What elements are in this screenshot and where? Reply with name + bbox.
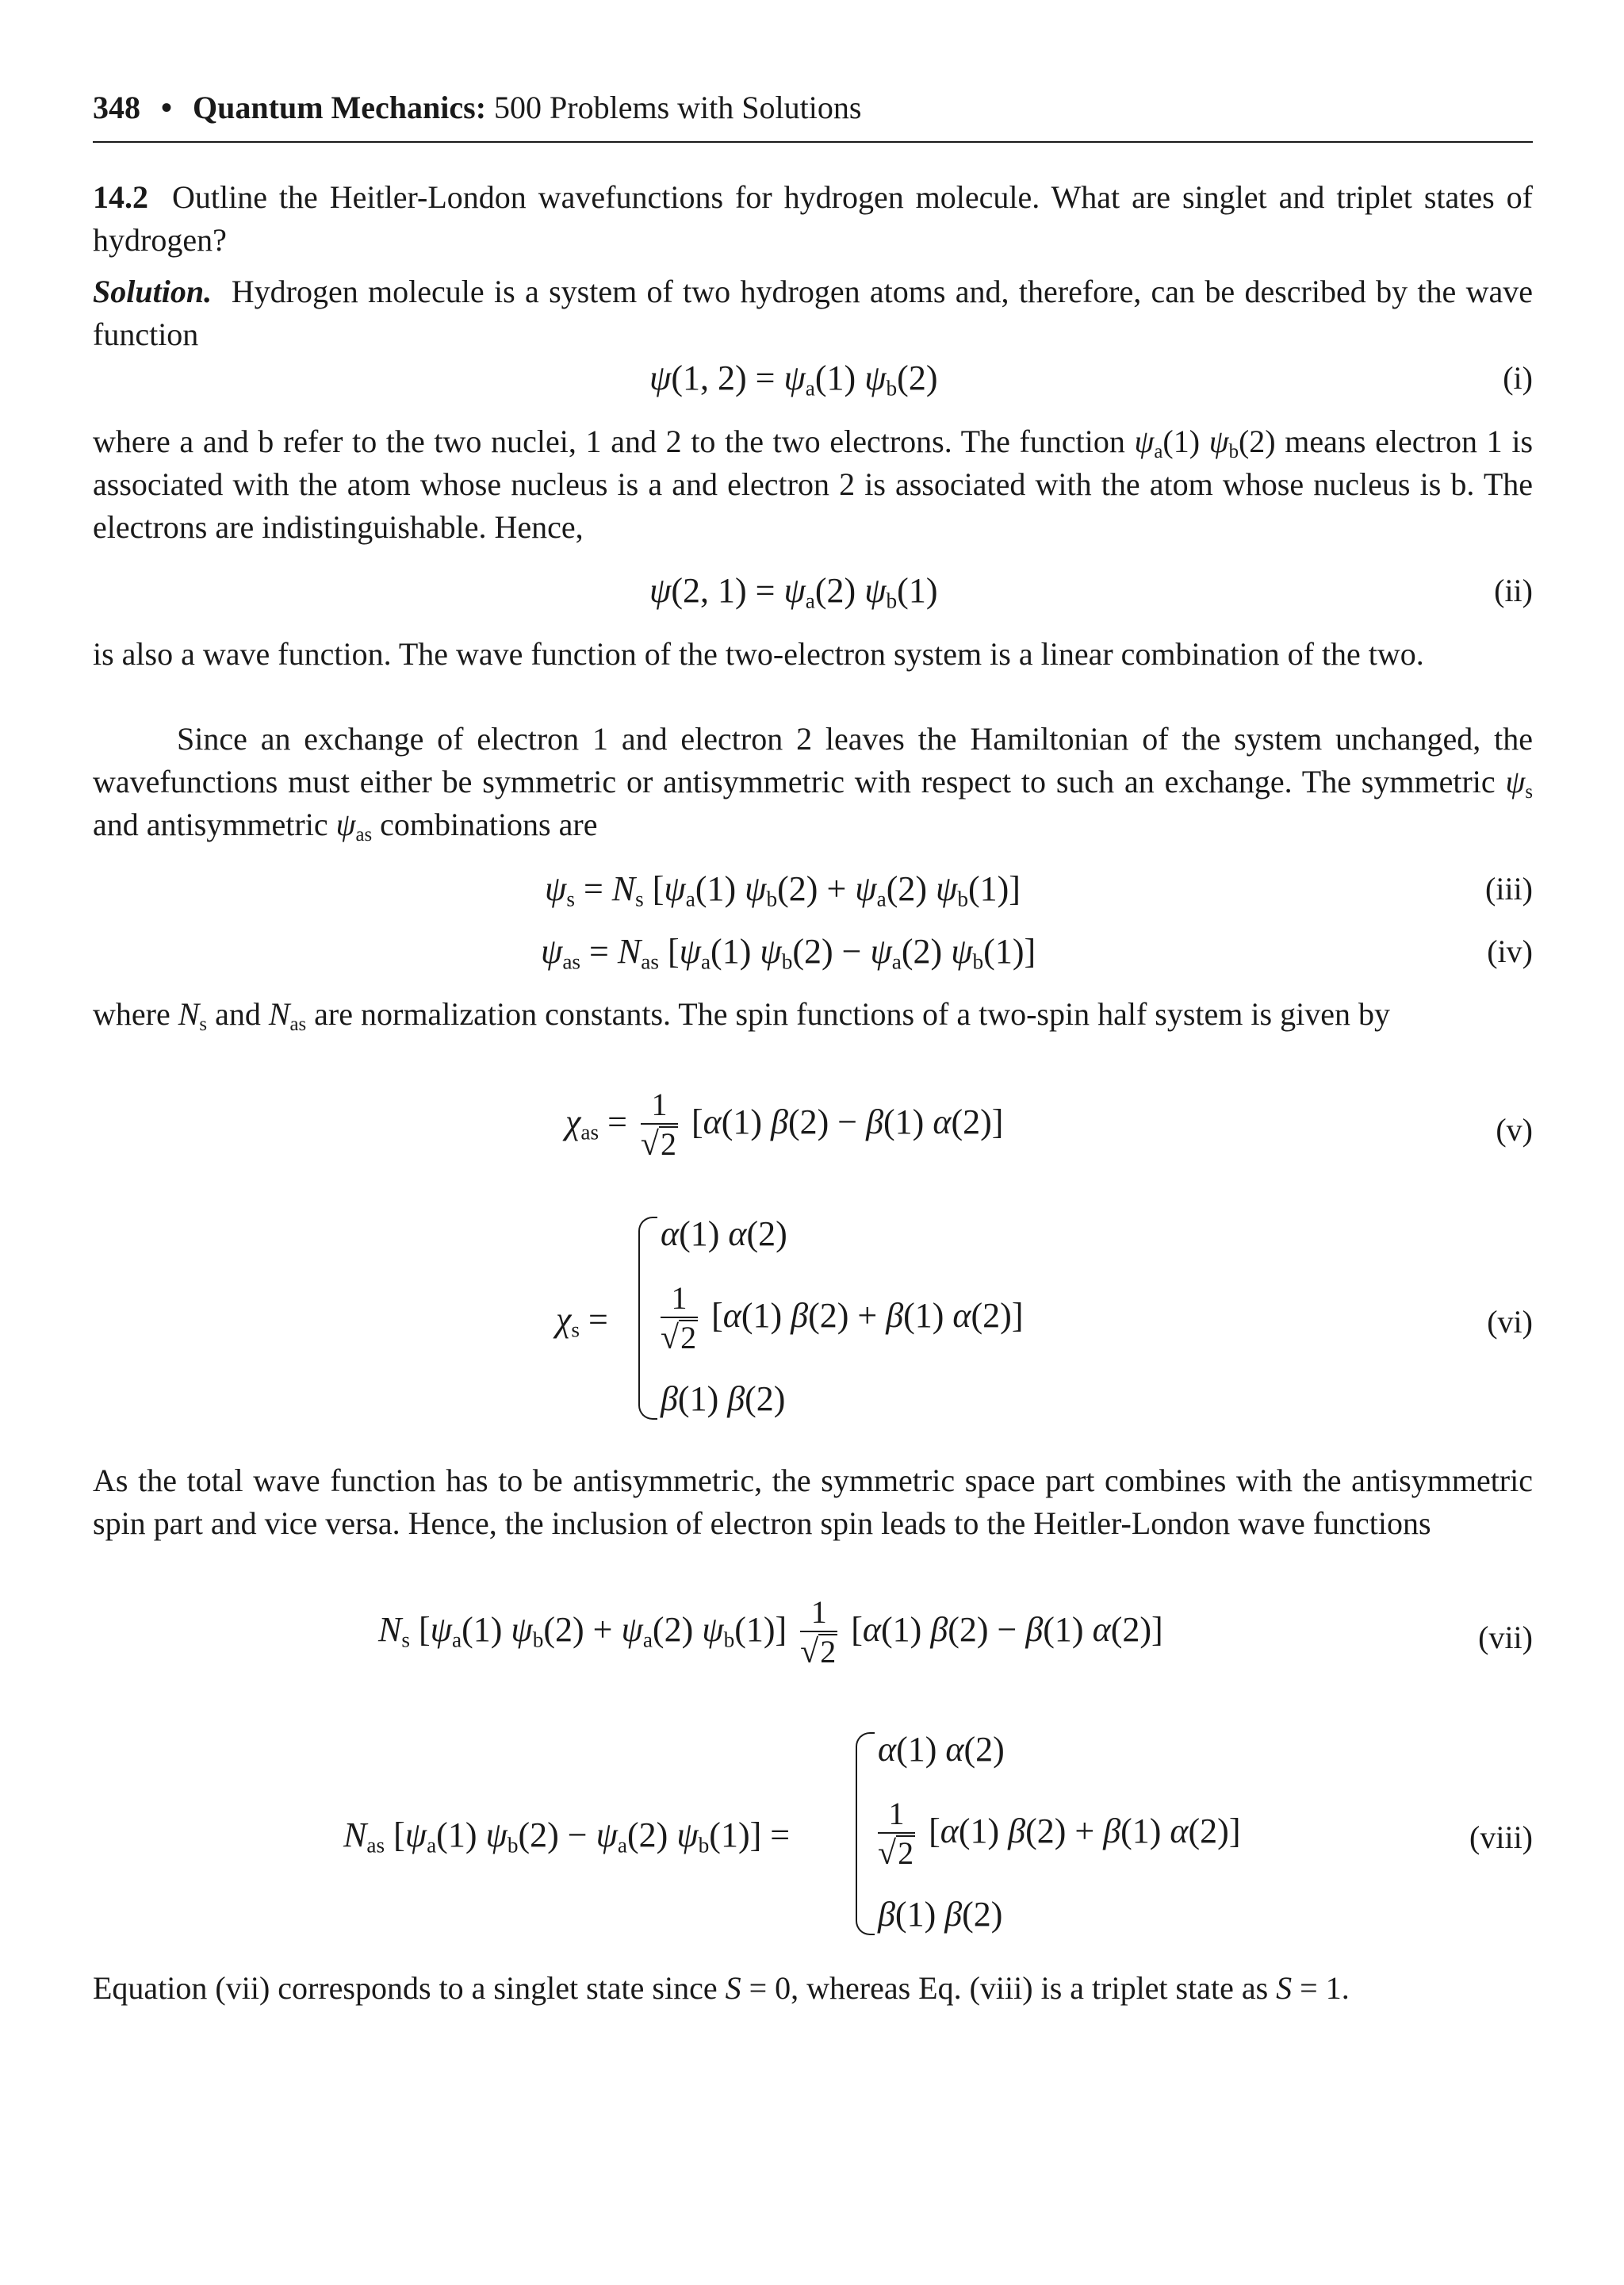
equation-iv	[93, 930, 1533, 973]
equation-vi-lhs: $\chi_s$ =	[556, 1300, 608, 1342]
book-title: Quantum Mechanics:	[193, 90, 487, 125]
left-brace	[856, 1732, 875, 1935]
solution-paragraph-3	[93, 633, 1533, 676]
equation-iii	[93, 868, 1533, 911]
page	[93, 0, 1533, 2285]
solution-text-4b: and antisymmetric	[93, 807, 328, 842]
solution-paragraph-4: Since an exchange of electron 1 and electron 2 leaves the Hamiltonian of the system unchanged, the wavefunctions must either be symmetric or antisymmetric with respect to such an exchange. The symmetric $\psi_s$ and antisymmetric $\psi_{as}$ combinations are	[93, 721, 1534, 845]
solution-text-7b: = 0, whereas Eq. (viii) is a triplet state as	[749, 1970, 1269, 2006]
equation-viii-number: (viii)	[1469, 1819, 1533, 1855]
page-number: 348	[93, 90, 140, 125]
solution-text-5b: and	[215, 996, 261, 1032]
equation-viii-case-2: $\frac{1}{√2}$ [α(1) β(2) + β(1) α(2)]	[878, 1796, 1241, 1872]
equation-v-body: $\chi_{as}$ = $\frac{1}{√2}$ [α(1) β(2) − β(1) α(2)]	[565, 1087, 1004, 1163]
equation-iii-body: $\psi_s = N_s$ [$\psi_a(1) \psi_b(2) + \psi_a(2)$ $\psi_b(1)$]	[545, 869, 1021, 911]
problem-number: 14.2	[93, 179, 148, 215]
solution-text-7c: = 1.	[1300, 1970, 1350, 2006]
fraction-one-over-root-two: $\frac{1}{√2}$	[640, 1087, 676, 1163]
solution-text-7a: Equation (vii) corresponds to a singlet state since	[93, 1970, 718, 2006]
equation-i-number: (i)	[1503, 360, 1533, 396]
equation-vii-body: $N_s$ [$\psi_a(1) \psi_b(2) + \psi_a(2)$ $\psi_b(1)$] $\frac{1}{√2}$ [α(1) β(2) − β(1) α(2)]	[378, 1594, 1163, 1670]
solution-text-5a: where	[93, 996, 170, 1032]
equation-v	[93, 1087, 1533, 1174]
equation-iii-number: (iii)	[1485, 871, 1533, 907]
running-header	[93, 89, 1533, 143]
solution-text-2b: means electron 1 is associated with the atom whose nucleus is a and electron 2 is associated with the atom whose nucleus is b. The electrons are indistinguishable. Hence,	[93, 424, 1534, 545]
equation-i-body: ψ(1, $2) = \psi_a(1)$ $\psi_b(2)$	[649, 358, 938, 401]
equation-viii-lhs: $N_{as}$ $[\psi_a(1) \psi_b(2) - \psi_a(2) \psi_b(1)]$ =	[343, 1815, 791, 1858]
header-separator: •	[161, 90, 173, 125]
solution-paragraph-2: where a and b refer to the two nuclei, 1 and 2 to the two electrons. The function $\psi_a(1)$ $\psi_b(2)$ means electron 1 is associated with the atom whose nucleus is a and electron 2 is associated with the atom whose nucleus is b. The electrons are indistinguishable. Hence,	[93, 424, 1534, 545]
problem-text: Outline the Heitler-London wavefunctions for hydrogen molecule. What are singlet and triplet states of hydrogen?	[93, 179, 1534, 258]
equation-vii	[93, 1594, 1533, 1681]
equation-vi-case-3: β(1) β(2)	[661, 1379, 786, 1418]
equation-ii-body: ψ(2, $1) = \psi_a(2)$ $\psi_b(1)$	[649, 571, 938, 613]
book-subtitle: 500 Problems with Solutions	[494, 90, 862, 125]
left-brace	[638, 1217, 657, 1420]
equation-iv-body: $\psi_{as} = N_{as}$ [$\psi_a(1) \psi_b(2) - \psi_a(2)$ $\psi_b(1)$]	[541, 932, 1036, 974]
equation-vi-number: (vi)	[1487, 1304, 1533, 1340]
solution-text-1: Hydrogen molecule is a system of two hydrogen atoms and, therefore, can be described by the wave function	[93, 274, 1533, 352]
equation-i	[93, 357, 1533, 400]
equation-vi-case-1: α(1) α(2)	[661, 1214, 787, 1253]
equation-viii	[93, 1729, 1533, 1943]
equation-ii	[93, 569, 1533, 612]
solution-text-2a: where a and b refer to the two nuclei, 1 and 2 to the two electrons. The function	[93, 424, 1125, 459]
solution-label: Solution.	[93, 274, 213, 309]
solution-text-3: is also a wave function. The wave function of the two-electron system is a linear combination of the two.	[93, 636, 1424, 672]
equation-viii-case-1: α(1) α(2)	[878, 1730, 1005, 1769]
solution-text-4a: Since an exchange of electron 1 and electron 2 leaves the Hamiltonian of the system unchanged, the wavefunctions must either be symmetric or antisymmetric with respect to such an exchange. The symmetric	[93, 721, 1533, 799]
solution-paragraph-1	[93, 270, 1533, 356]
solution-paragraph-5: where $N_s$ and $N_{as}$ are normalization constants. The spin functions of a two-spin half system is given by	[93, 996, 1390, 1035]
solution-paragraph-7: Equation (vii) corresponds to a singlet state since S = 0, whereas Eq. (viii) is a triplet state as S = 1.	[93, 1970, 1350, 2006]
equation-vii-number: (vii)	[1478, 1620, 1533, 1655]
equation-vi	[93, 1213, 1533, 1428]
solution-text-4c: combinations are	[380, 807, 598, 842]
equation-v-number: (v)	[1496, 1112, 1533, 1148]
solution-text-5c: are normalization constants. The spin functions of a two-spin half system is given by	[314, 996, 1390, 1032]
equation-iv-number: (iv)	[1487, 934, 1533, 969]
equation-viii-case-3: β(1) β(2)	[878, 1895, 1003, 1934]
solution-text-6: As the total wave function has to be antisymmetric, the symmetric space part combines with the antisymmetric spin part and vice versa. Hence, the inclusion of electron spin leads to the Heitler-London wave functions	[93, 1463, 1533, 1541]
equation-vi-case-2: $\frac{1}{√2}$ [α(1) β(2) + β(1) α(2)]	[661, 1280, 1024, 1356]
solution-paragraph-6	[93, 1459, 1533, 1545]
problem-statement	[93, 176, 1533, 262]
equation-ii-number: (ii)	[1494, 573, 1533, 608]
